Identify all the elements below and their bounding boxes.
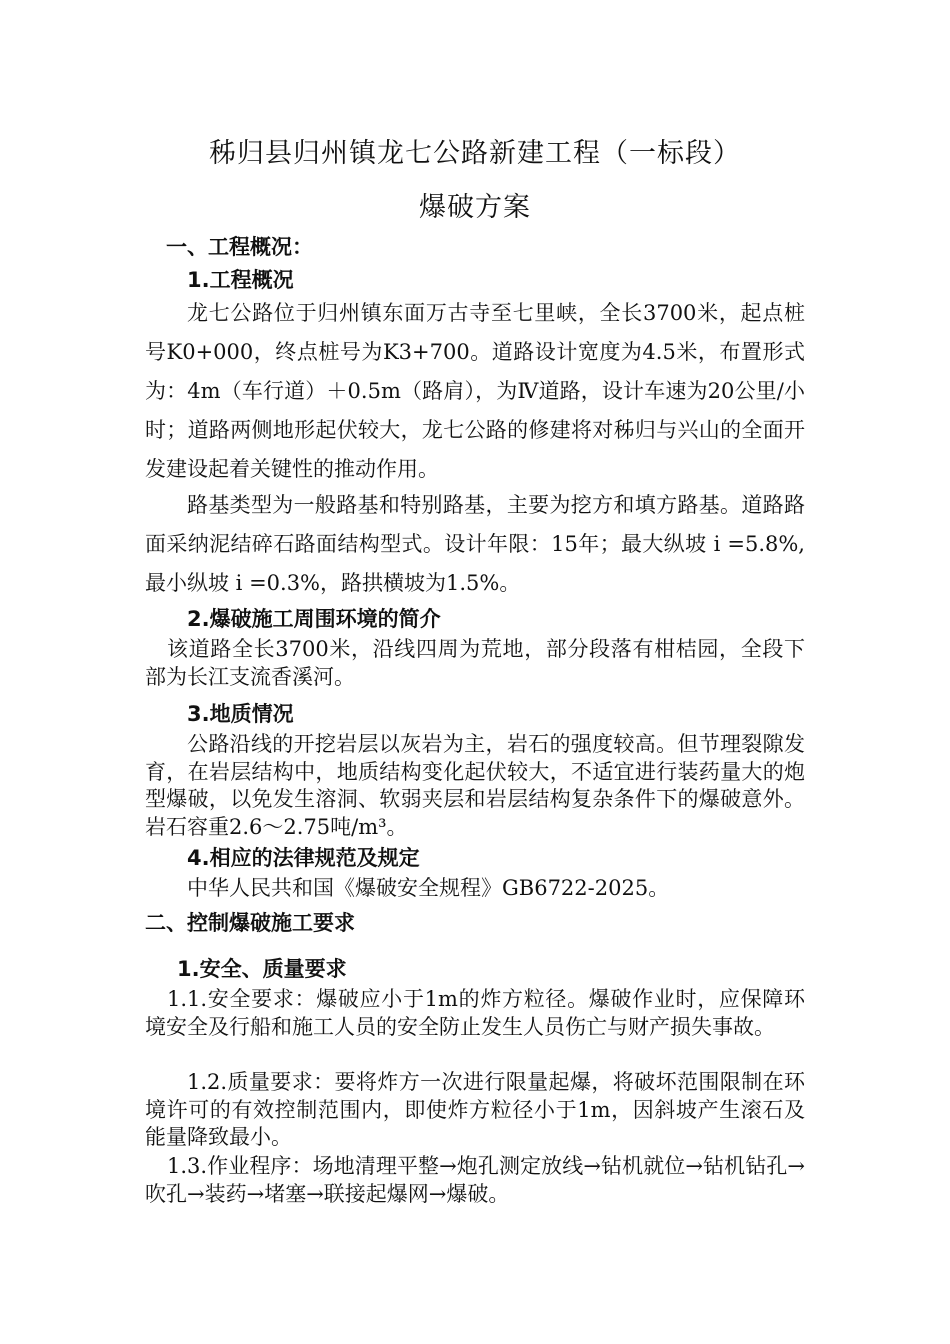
section1-sub1-para2: 路基类型为一般路基和特别路基，主要为挖方和填方路基。道路路面采纳泥结碎石路面结构型式。设计年限：15年；最大纵坡 i =5.8%,最小纵坡 i =0.3%，路拱横坡为1.5%。: [145, 493, 805, 595]
section1-sub4-para: 中华人民共和国《爆破安全规程》GB6722-2025。: [187, 876, 670, 900]
section2-item-1-2: 1.2.质量要求：要将炸方一次进行限量起爆，将破坏范围限制在环境许可的有效控制范围内，即使炸方粒径小于1m，因斜坡产生滚石及能量降致最小。: [145, 1070, 805, 1149]
section2-item-1-1: 1.1.安全要求：爆破应小于1m的炸方粒径。爆破作业时，应保障环境安全及行船和施工人员的安全防止发生人员伤亡与财产损失事故。: [145, 987, 805, 1039]
document-subtitle: 爆破方案: [419, 192, 531, 223]
section2-heading: 二、控制爆破施工要求: [145, 911, 355, 935]
section1-sub2-heading: 2.爆破施工周围环境的简介: [187, 607, 441, 631]
document-title: 秭归县归州镇龙七公路新建工程（一标段）: [209, 138, 741, 169]
section1-heading: 一、工程概况：: [166, 235, 313, 259]
section2-sub1-heading: 1.安全、质量要求: [177, 957, 347, 981]
section1-sub3-para: 公路沿线的开挖岩层以灰岩为主，岩石的强度较高。但节理裂隙发育，在岩层结构中，地质结构变化起伏较大，不适宜进行装药量大的炮型爆破，以免发生溶洞、软弱夹层和岩层结构复杂条件下的爆破意外。岩石容重2.6～2.75吨/m³。: [145, 732, 805, 839]
section1-sub3-heading: 3.地质情况: [187, 702, 294, 726]
section1-sub1-para1: 龙七公路位于归州镇东面万古寺至七里峡，全长3700米，起点桩号K0+000，终点桩号为K3+700。道路设计宽度为4.5米，布置形式为：4m（车行道）＋0.5m（路肩），为Ⅳ道路，设计车速为20公里/小时；道路两侧地形起伏较大，龙七公路的修建将对秭归与兴山的全面开发建设起着关键性的推动作用。: [145, 301, 805, 481]
section2-item-1-3: 1.3.作业程序：场地清理平整→炮孔测定放线→钻机就位→钻机钻孔→吹孔→装药→堵塞→联接起爆网→爆破。: [145, 1154, 805, 1206]
section1-sub1-heading: 1.工程概况: [187, 268, 294, 292]
section1-sub4-heading: 4.相应的法律规范及规定: [187, 846, 420, 870]
section1-sub2-para: 该道路全长3700米，沿线四周为荒地，部分段落有柑桔园，全段下部为长江支流香溪河。: [145, 637, 805, 689]
